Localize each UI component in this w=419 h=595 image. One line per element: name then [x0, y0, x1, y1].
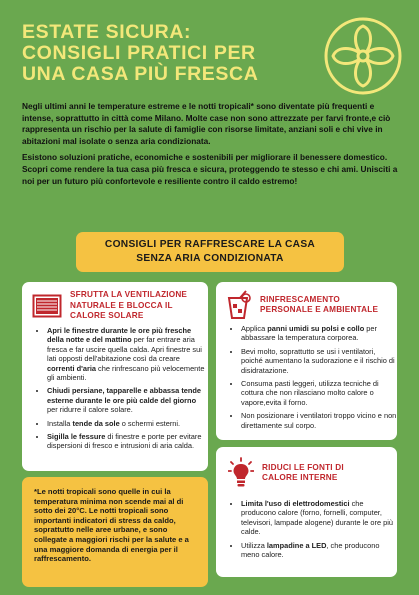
ventilation-tips-list — [36, 326, 207, 455]
tip-text: Utilizza — [241, 540, 267, 550]
list-item — [47, 432, 207, 451]
tropical-nights-footnote: *Le notti tropicali sono quelle in cui la temperatura minima non scende mai al di sotto dei 20°C. Le notti tropicali sono importanti indicatori di stress da caldo, soprattutto nelle aree urbane, e sono collegate a maggiori rischi per la salute e a una maggiore domanda di energia per il raffrescamento. — [22, 477, 208, 587]
ventilation-card — [22, 282, 208, 471]
fan-icon — [323, 16, 403, 96]
cold-drink-icon — [226, 290, 252, 320]
page-title: ESTATE SICURA: CONSIGLI PRATICI PER UNA CASA PIÙ FRESCA — [22, 21, 259, 85]
list-item — [241, 541, 399, 560]
tip-bold: Limita l'uso di elettrodomestici — [241, 499, 350, 508]
tip-text: Consuma pasti leggeri, utilizza tecniche di cottura che non rilasciano molto calore o vapore,evita il forno. — [241, 379, 379, 407]
heat-sources-card-header — [228, 457, 344, 489]
list-item — [241, 411, 399, 430]
tip-bold: lampadine a LED — [266, 540, 327, 550]
intro-paragraph-2: Esistono soluzioni pratiche, economiche e sostenibili per migliorare il benessere domestico. Scopri come rendere la tua casa più fresca e sicura, proteggendo te stesso e chi ami. Unisciti a noi per un futuro più confortevole e resiliente contro il caldo estremo! — [22, 152, 398, 186]
tip-text: Non posizionare i ventilatori troppo vicino e non direttamente sul corpo. — [241, 411, 397, 430]
tip-text: o schermi esterni. — [119, 418, 181, 428]
ventilation-card-header — [32, 290, 187, 322]
tip-text: Installa — [47, 418, 73, 428]
personal-cooling-tips-list — [230, 324, 399, 434]
tip-text: Applica — [241, 324, 268, 333]
intro-paragraph-1: Negli ultimi anni le temperature estreme e le notti tropicali* sono diventate più frequenti e intense, soprattutto in città come Milano. Molte case non sono attrezzate per farvi fronte,e ciò rappresenta un rischio per la salute di famiglie con risorse limitate, anziani soli e chi vive in abitazioni mal isolate o senza aria condizionata. — [22, 101, 391, 146]
list-item — [47, 326, 207, 382]
tip-bold: tende da sole — [72, 418, 120, 428]
tip-text: per abbassare la temperatura corporea. — [241, 324, 377, 343]
tip-text: di finestre e porte per evitare dispersioni di fresco e intrusioni di aria calda. — [47, 432, 202, 451]
tip-bold: panni umidi su polsi e collo — [267, 324, 365, 333]
tip-bold: correnti d'aria — [47, 363, 96, 373]
list-item — [241, 324, 399, 343]
lightbulb-icon — [228, 457, 254, 489]
heat-sources-card-title: RIDUCI LE FONTI DI CALORE INTERNE — [262, 462, 344, 482]
tip-bold: Apri le finestre durante le ore più fresche della notte e del mattino — [47, 326, 192, 345]
tip-text: per ridurre il calore solare. — [47, 405, 133, 415]
tip-text: per far entrare aria fresca e far uscire quella calda. Apri finestre sui lati opposti dell'abitazione così da creare — [47, 335, 202, 364]
tip-text: , che producono meno calore. — [241, 540, 380, 560]
tip-bold: Sigilla le fessure — [47, 432, 106, 442]
list-item — [241, 499, 399, 537]
tip-text: che rinfrescano più velocemente gli ambienti. — [47, 363, 205, 383]
personal-cooling-card-title: RINFRESCAMENTO PERSONALE E AMBIENTALE — [260, 294, 379, 314]
list-item — [241, 347, 399, 375]
window-blinds-icon — [32, 294, 62, 318]
list-item — [47, 386, 207, 414]
intro-text — [22, 101, 402, 192]
tip-bold: Chiudi persiane, tapparelle e abbassa tende esterne durante le ore più calde del giorno — [47, 386, 202, 405]
list-item — [241, 379, 399, 407]
tip-text: che producono calore (forno, fornelli, computer, televisori, lampade alogene) durante le ore più calde. — [241, 499, 394, 537]
heat-sources-card — [216, 447, 397, 577]
personal-cooling-card-header — [226, 290, 378, 320]
list-item — [47, 419, 207, 428]
tip-text: Bevi molto, soprattutto se usi i ventilatori, poiché aumentano la sudorazione e il rischio di disidratazione. — [241, 346, 395, 375]
personal-cooling-card — [216, 282, 397, 440]
tips-banner: CONSIGLI PER RAFFRESCARE LA CASA SENZA ARIA CONDIZIONATA — [76, 232, 344, 272]
heat-sources-tips-list — [230, 499, 399, 563]
ventilation-card-title: SFRUTTA LA VENTILAZIONE NATURALE E BLOCCA IL CALORE SOLARE — [70, 290, 188, 320]
